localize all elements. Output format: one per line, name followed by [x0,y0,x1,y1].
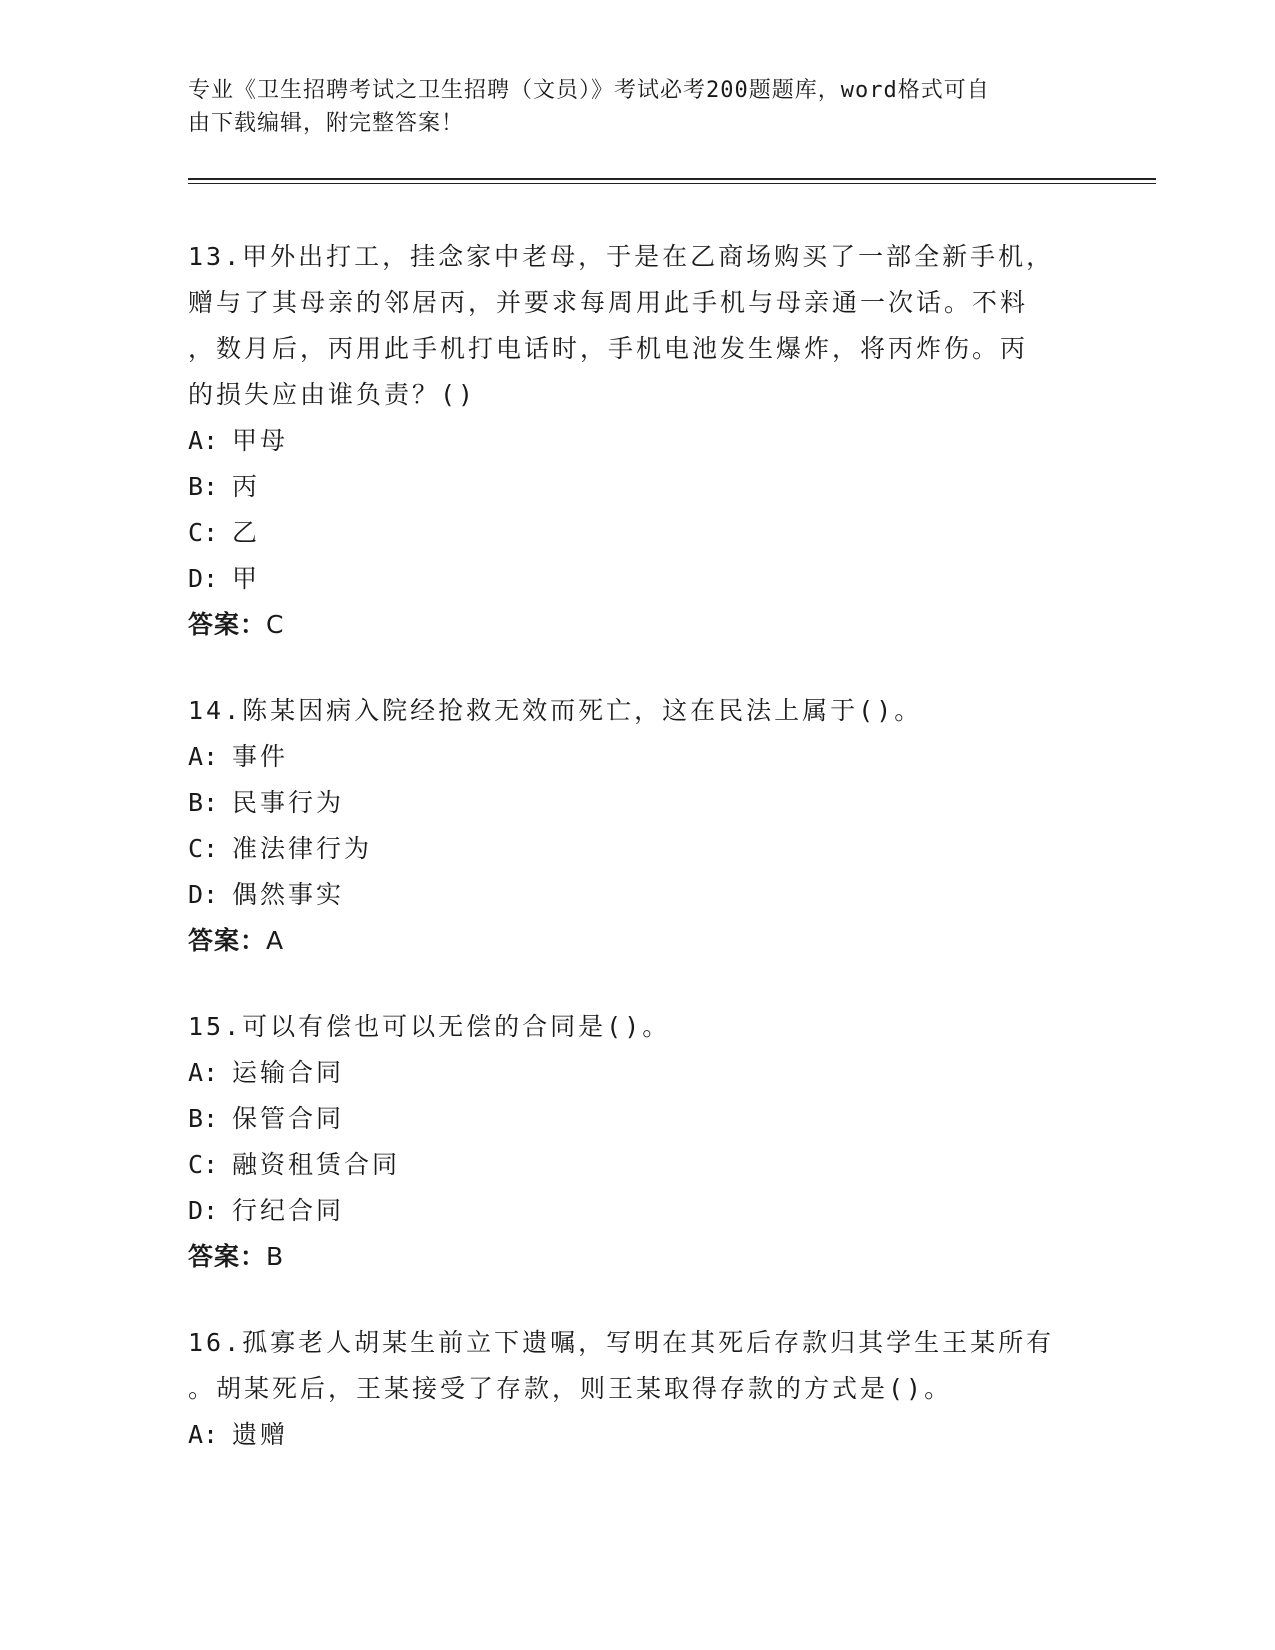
answer-label: 答案： [188,610,267,639]
option-text: 融资租赁合同 [232,1150,401,1179]
option-text: 丙 [232,472,261,501]
option-letter: C: [188,1150,219,1179]
question-text [188,688,1088,734]
option-letter: B: [188,1104,219,1133]
option-a [188,418,1088,464]
answer-label: 答案： [188,926,267,955]
option-letter: B: [188,788,219,817]
answer-label: 答案： [188,1242,267,1271]
option-text: 甲母 [232,426,289,455]
document-header [188,74,1088,140]
option-b [188,780,1088,826]
header-divider-thick [188,178,1156,180]
question-text [188,1320,1088,1366]
question-number: 14. [188,696,243,725]
option-text: 甲 [232,564,261,593]
option-text: 偶然事实 [232,880,345,909]
question-number: 13. [188,242,243,271]
option-letter: C: [188,834,219,863]
question-13 [188,234,1088,648]
answer [188,602,1088,648]
header-line-1: 专业《卫生招聘考试之卫生招聘（文员）》考试必考200题题库，word格式可自 [188,78,990,103]
question-number: 16. [188,1328,243,1357]
option-letter: A: [188,426,219,455]
answer [188,1234,1088,1280]
header-divider-thin [188,183,1156,184]
question-line: 的损失应由谁负责？() [188,380,477,409]
option-a [188,1412,1088,1458]
option-letter: D: [188,564,219,593]
question-list [188,234,1088,1498]
question-number: 15. [188,1012,243,1041]
option-d [188,872,1088,918]
option-text: 遗赠 [232,1420,289,1449]
question-line: 孤寡老人胡某生前立下遗嘱，写明在其死后存款归其学生王某所有 [242,1328,1055,1357]
option-a [188,734,1088,780]
answer-value: B [266,1242,285,1271]
option-text: 行纪合同 [232,1196,345,1225]
option-text: 准法律行为 [232,834,373,863]
option-letter: D: [188,1196,219,1225]
answer-value: C [266,610,285,639]
option-c [188,826,1088,872]
question-14 [188,688,1088,964]
option-letter: C: [188,518,219,547]
option-letter: B: [188,472,219,501]
option-text: 事件 [232,742,289,771]
question-line: 陈某因病入院经抢救无效而死亡，这在民法上属于()。 [242,696,923,725]
option-c [188,510,1088,556]
option-text: 运输合同 [232,1058,345,1087]
question-line: 可以有偿也可以无偿的合同是()。 [242,1012,671,1041]
option-d [188,556,1088,602]
option-a [188,1050,1088,1096]
option-letter: A: [188,1058,219,1087]
option-text: 保管合同 [232,1104,345,1133]
question-line: 。胡某死后，王某接受了存款，则王某取得存款的方式是()。 [188,1374,953,1403]
option-c [188,1142,1088,1188]
question-16 [188,1320,1088,1458]
question-15 [188,1004,1088,1280]
question-text [188,234,1088,280]
option-b [188,1096,1088,1142]
option-letter: A: [188,1420,219,1449]
question-line: 甲外出打工，挂念家中老母，于是在乙商场购买了一部全新手机， [242,242,1055,271]
option-text: 乙 [232,518,261,547]
answer-value: A [266,926,285,955]
option-b [188,464,1088,510]
option-text: 民事行为 [232,788,345,817]
option-d [188,1188,1088,1234]
option-letter: A: [188,742,219,771]
question-text [188,1004,1088,1050]
header-line-2: 由下载编辑，附完整答案！ [188,111,465,136]
option-letter: D: [188,880,219,909]
question-line: 赠与了其母亲的邻居丙，并要求每周用此手机与母亲通一次话。不料 [188,288,1029,317]
question-line: ，数月后，丙用此手机打电话时，手机电池发生爆炸，将丙炸伤。丙 [188,334,1029,363]
answer [188,918,1088,964]
